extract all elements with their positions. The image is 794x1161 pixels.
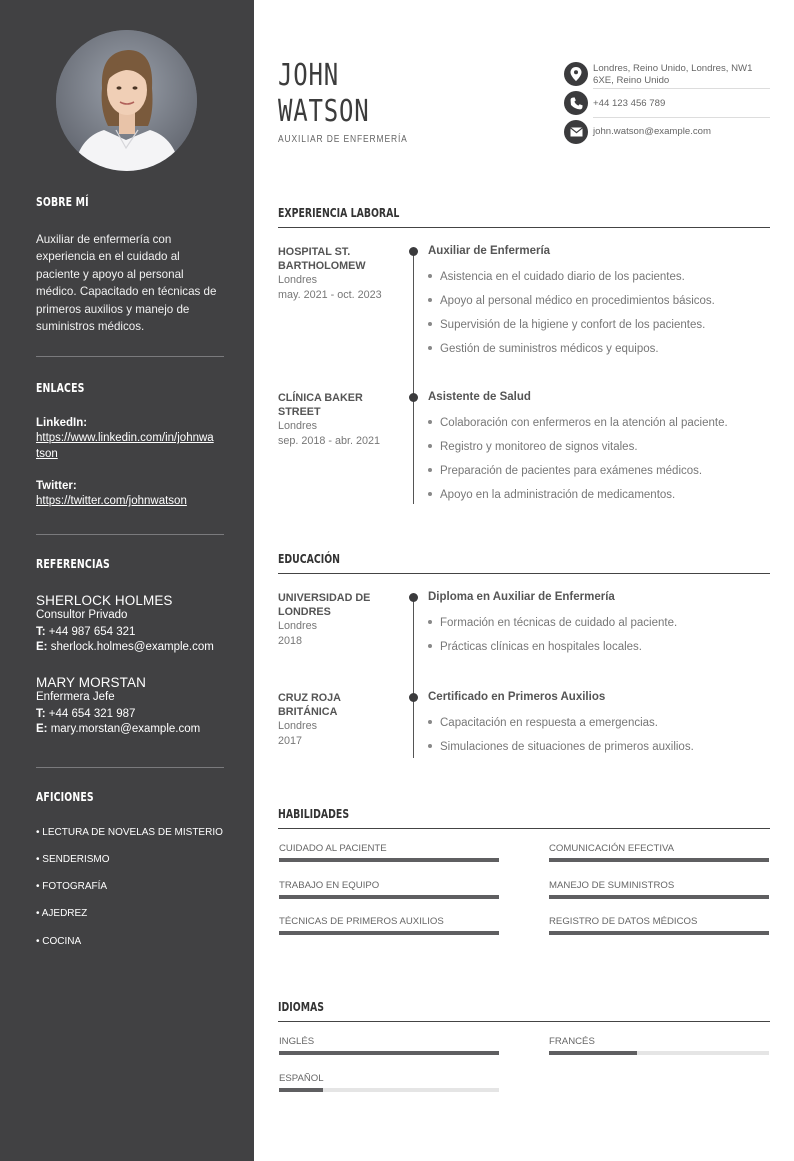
twitter-link[interactable]: https://twitter.com/johnwatson [36,495,187,507]
email-text: john.watson@example.com [593,126,711,137]
links-section [36,381,224,395]
duty-item: Supervisión de la higiene y confort de los pacientes. [428,319,705,331]
reference-item [36,675,224,735]
org-dates: 2018 [278,634,303,647]
hobbies-section [36,790,224,804]
study-item: Capacitación en respuesta a emergencias. [428,717,658,729]
experience-title: EXPERIENCIA LABORAL [278,206,400,220]
candidate-name [278,58,370,130]
section-rule [278,227,770,228]
references-title: REFERENCIAS [36,557,110,571]
degree-title: Certificado en Primeros Auxilios [428,691,606,703]
education-entry [428,691,768,761]
languages-level-bar [279,1088,499,1092]
phone-text: +44 123 456 789 [593,98,666,109]
about-title: SOBRE MÍ [36,195,89,209]
reference-role: Enfermera Jefe [36,691,115,703]
skills-label: REGISTRO DE DATOS MÉDICOS [549,916,698,927]
languages-item [279,1036,499,1047]
reference-email [36,641,224,653]
skills-item [279,843,499,854]
address-text: Londres, Reino Unido, Londres, NW1 6XE, Reino Unido [593,63,753,86]
org-name: HOSPITAL ST. BARTHOLOMEW [278,246,366,272]
timeline-dot [409,247,418,256]
skills-level-fill [279,931,499,935]
reference-name: MARY MORSTAN [36,675,146,690]
skills-level-bar [549,931,769,935]
org-city: Londres [278,420,318,432]
reference-name: SHERLOCK HOLMES [36,593,173,608]
org-dates: 2017 [278,734,303,747]
reference-email [36,723,224,735]
languages-level-bar [279,1051,499,1055]
duty-item: Gestión de suministros médicos y equipos. [428,343,659,355]
phone-icon [564,91,588,115]
skills-item [549,880,769,891]
timeline-line [413,598,414,758]
job-role: AUXILIAR DE ENFERMERÍA [278,134,408,145]
skills-level-fill [549,858,769,862]
links-title: ENLACES [36,381,85,395]
org-city: Londres [278,620,318,632]
skills-level-fill [549,895,769,899]
languages-label: ESPAÑOL [279,1073,324,1084]
skills-item [279,880,499,891]
languages-level-bar [549,1051,769,1055]
phone-label: T: [36,708,46,720]
org-name: UNIVERSIDAD DE LONDRES [278,592,371,618]
org-name: CLÍNICA BAKER STREET [278,392,363,418]
hobby-item: • FOTOGRAFÍA [36,881,108,892]
linkedin-link[interactable]: https://www.linkedin.com/in/johnwatson [36,432,214,460]
skills-level-bar [549,858,769,862]
skills-label: TÉCNICAS DE PRIMEROS AUXILIOS [279,916,444,927]
sidebar [0,0,254,1161]
reference-phone [36,626,224,638]
languages-item [549,1036,769,1047]
reference-role: Consultor Privado [36,609,128,621]
envelope-icon [564,120,588,144]
study-item: Simulaciones de situaciones de primeros auxilios. [428,741,694,753]
skills-label: TRABAJO EN EQUIPO [279,879,380,891]
languages-level-fill [279,1088,323,1092]
about-text: Auxiliar de enfermería con experiencia en el cuidado al paciente y apoyo al personal médico. Capacitado en técnicas de primeros auxilios y manejo de suministros médicos. [36,233,217,334]
skills-title: HABILIDADES [278,807,350,821]
position-title: Asistente de Salud [428,391,531,403]
languages-item [279,1073,499,1084]
org-city: Londres [278,274,318,286]
section-rule [278,828,770,829]
section-rule [278,573,770,574]
org-name: CRUZ ROJA BRITÁNICA [278,692,341,718]
contact-block [564,62,770,152]
degree-title: Diploma en Auxiliar de Enfermería [428,591,615,603]
skills-level-bar [279,895,499,899]
duty-item: Preparación de pacientes para exámenes médicos. [428,465,702,477]
position-title: Auxiliar de Enfermería [428,245,551,257]
timeline-line [413,252,414,504]
org-dates: may. 2021 - oct. 2023 [278,288,382,301]
duty-item: Asistencia en el cuidado diario de los pacientes. [428,271,685,283]
languages-title: IDIOMAS [278,1000,324,1014]
hobby-item: • AJEDREZ [36,908,88,919]
experience-org [278,391,396,448]
skills-item [549,916,769,927]
divider [36,356,224,357]
skills-level-fill [279,895,499,899]
location-pin-icon [564,62,588,86]
languages-level-fill [279,1051,499,1055]
section-rule [278,1021,770,1022]
email-value: mary.morstan@example.com [50,723,201,735]
education-title: EDUCACIÓN [278,552,341,566]
skills-level-fill [549,931,769,935]
phone-label: T: [36,626,46,638]
phone-value: +44 654 321 987 [48,708,136,720]
email-label: E: [36,641,48,653]
skills-level-bar [549,895,769,899]
about-section [36,195,224,209]
email-label: E: [36,723,48,735]
languages-label: FRANCÉS [549,1036,595,1047]
reference-phone [36,708,224,720]
phone-value: +44 987 654 321 [48,626,136,638]
study-item: Formación en técnicas de cuidado al paciente. [428,617,677,629]
skills-label: CUIDADO AL PACIENTE [279,843,387,854]
education-org [278,591,396,648]
first-name: JOHN [278,58,339,93]
org-city: Londres [278,720,318,732]
divider [593,117,770,118]
hobbies-list [36,827,224,957]
skills-label: COMUNICACIÓN EFECTIVA [549,843,675,854]
duty-item: Colaboración con enfermeros en la atención al paciente. [428,417,728,429]
references-section [36,557,224,571]
skills-level-bar [279,931,499,935]
skills-level-bar [279,858,499,862]
linkedin-link-block [36,417,224,462]
linkedin-label: LinkedIn: [36,417,88,429]
timeline-dot [409,693,418,702]
hobby-item: • COCINA [36,936,82,947]
skills-item [549,843,769,854]
languages-level-fill [549,1051,637,1055]
duty-item: Apoyo en la administración de medicamentos. [428,489,675,501]
hobby-item: • SENDERISMO [36,854,110,865]
skills-label: MANEJO DE SUMINISTROS [549,879,675,891]
twitter-link-block [36,480,224,509]
profile-photo [56,30,197,171]
hobbies-title: AFICIONES [36,790,94,804]
last-name: WATSON [278,94,370,129]
timeline-dot [409,393,418,402]
study-item: Prácticas clínicas en hospitales locales. [428,641,642,653]
languages-label: INGLÉS [279,1036,315,1047]
skills-level-fill [279,858,499,862]
divider [36,534,224,535]
org-dates: sep. 2018 - abr. 2021 [278,434,381,447]
skills-item [279,916,499,927]
experience-org [278,245,396,302]
duty-item: Registro y monitoreo de signos vitales. [428,441,638,453]
divider [36,767,224,768]
reference-item [36,593,224,653]
education-org [278,691,396,748]
experience-entry [428,391,768,511]
experience-entry [428,245,768,365]
education-entry [428,591,768,661]
divider [593,88,770,89]
email-value: sherlock.holmes@example.com [50,641,214,653]
twitter-label: Twitter: [36,480,77,492]
duty-item: Apoyo al personal médico en procedimientos básicos. [428,295,715,307]
timeline-dot [409,593,418,602]
hobby-item: • LECTURA DE NOVELAS DE MISTERIO [36,827,223,838]
